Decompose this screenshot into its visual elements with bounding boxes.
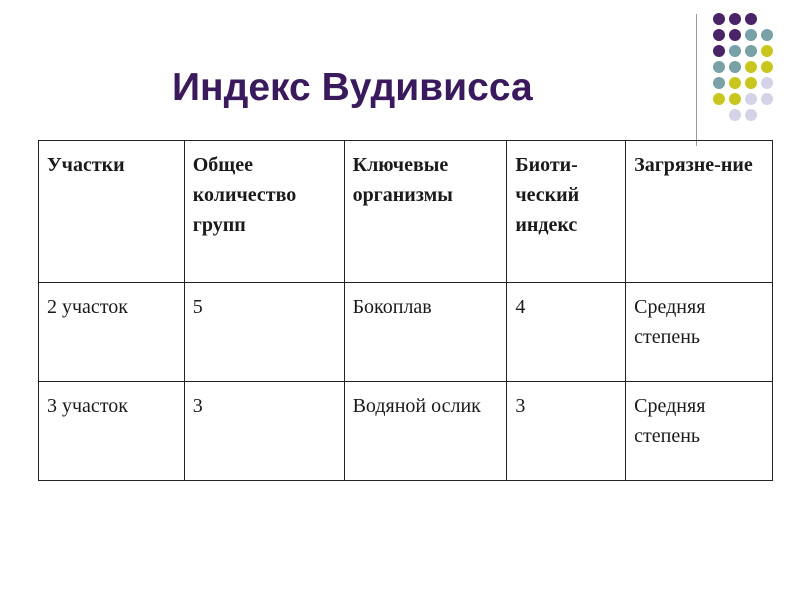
- decorative-dot: [729, 109, 741, 121]
- slide-title: Индекс Вудивисса: [172, 66, 533, 109]
- decorative-divider: [696, 14, 697, 146]
- decorative-dot: [761, 77, 773, 89]
- header-sites: Участки: [39, 141, 185, 283]
- decorative-dot: [745, 13, 757, 25]
- decorative-dot: [745, 109, 757, 121]
- cell-pollution: Средняя степень: [626, 283, 773, 382]
- table-row: [39, 283, 773, 382]
- decorative-dot: [745, 61, 757, 73]
- decorative-dot: [745, 93, 757, 105]
- decorative-dot: [761, 93, 773, 105]
- decorative-dot: [761, 45, 773, 57]
- decorative-dot: [729, 13, 741, 25]
- header-biotic-index: Биоти-ческий индекс: [507, 141, 626, 283]
- decorative-dot: [713, 77, 725, 89]
- table-header-row: [39, 141, 773, 283]
- decorative-dot: [761, 29, 773, 41]
- woodiwiss-table: [38, 140, 773, 481]
- decorative-dot: [729, 61, 741, 73]
- cell-pollution: Средняя степень: [626, 382, 773, 481]
- decorative-dot: [745, 77, 757, 89]
- decorative-dot: [713, 13, 725, 25]
- cell-total-groups: 3: [184, 382, 344, 481]
- table-row: [39, 382, 773, 481]
- decorative-dot: [713, 45, 725, 57]
- decorative-dot: [729, 45, 741, 57]
- decorative-dot: [713, 29, 725, 41]
- decorative-dot: [729, 93, 741, 105]
- decorative-dot: [761, 61, 773, 73]
- cell-key-organism: Бокоплав: [344, 283, 507, 382]
- cell-total-groups: 5: [184, 283, 344, 382]
- cell-biotic-index: 4: [507, 283, 626, 382]
- decorative-dot: [745, 45, 757, 57]
- header-pollution: Загрязне-ние: [626, 141, 773, 283]
- cell-site: 3 участок: [39, 382, 185, 481]
- decorative-dot: [745, 29, 757, 41]
- header-total-groups: Общее количество групп: [184, 141, 344, 283]
- decorative-dot: [729, 77, 741, 89]
- cell-biotic-index: 3: [507, 382, 626, 481]
- decorative-dot: [713, 61, 725, 73]
- cell-site: 2 участок: [39, 283, 185, 382]
- cell-key-organism: Водяной ослик: [344, 382, 507, 481]
- decorative-dot: [713, 93, 725, 105]
- decorative-dot: [729, 29, 741, 41]
- header-key-organisms: Ключевые организмы: [344, 141, 507, 283]
